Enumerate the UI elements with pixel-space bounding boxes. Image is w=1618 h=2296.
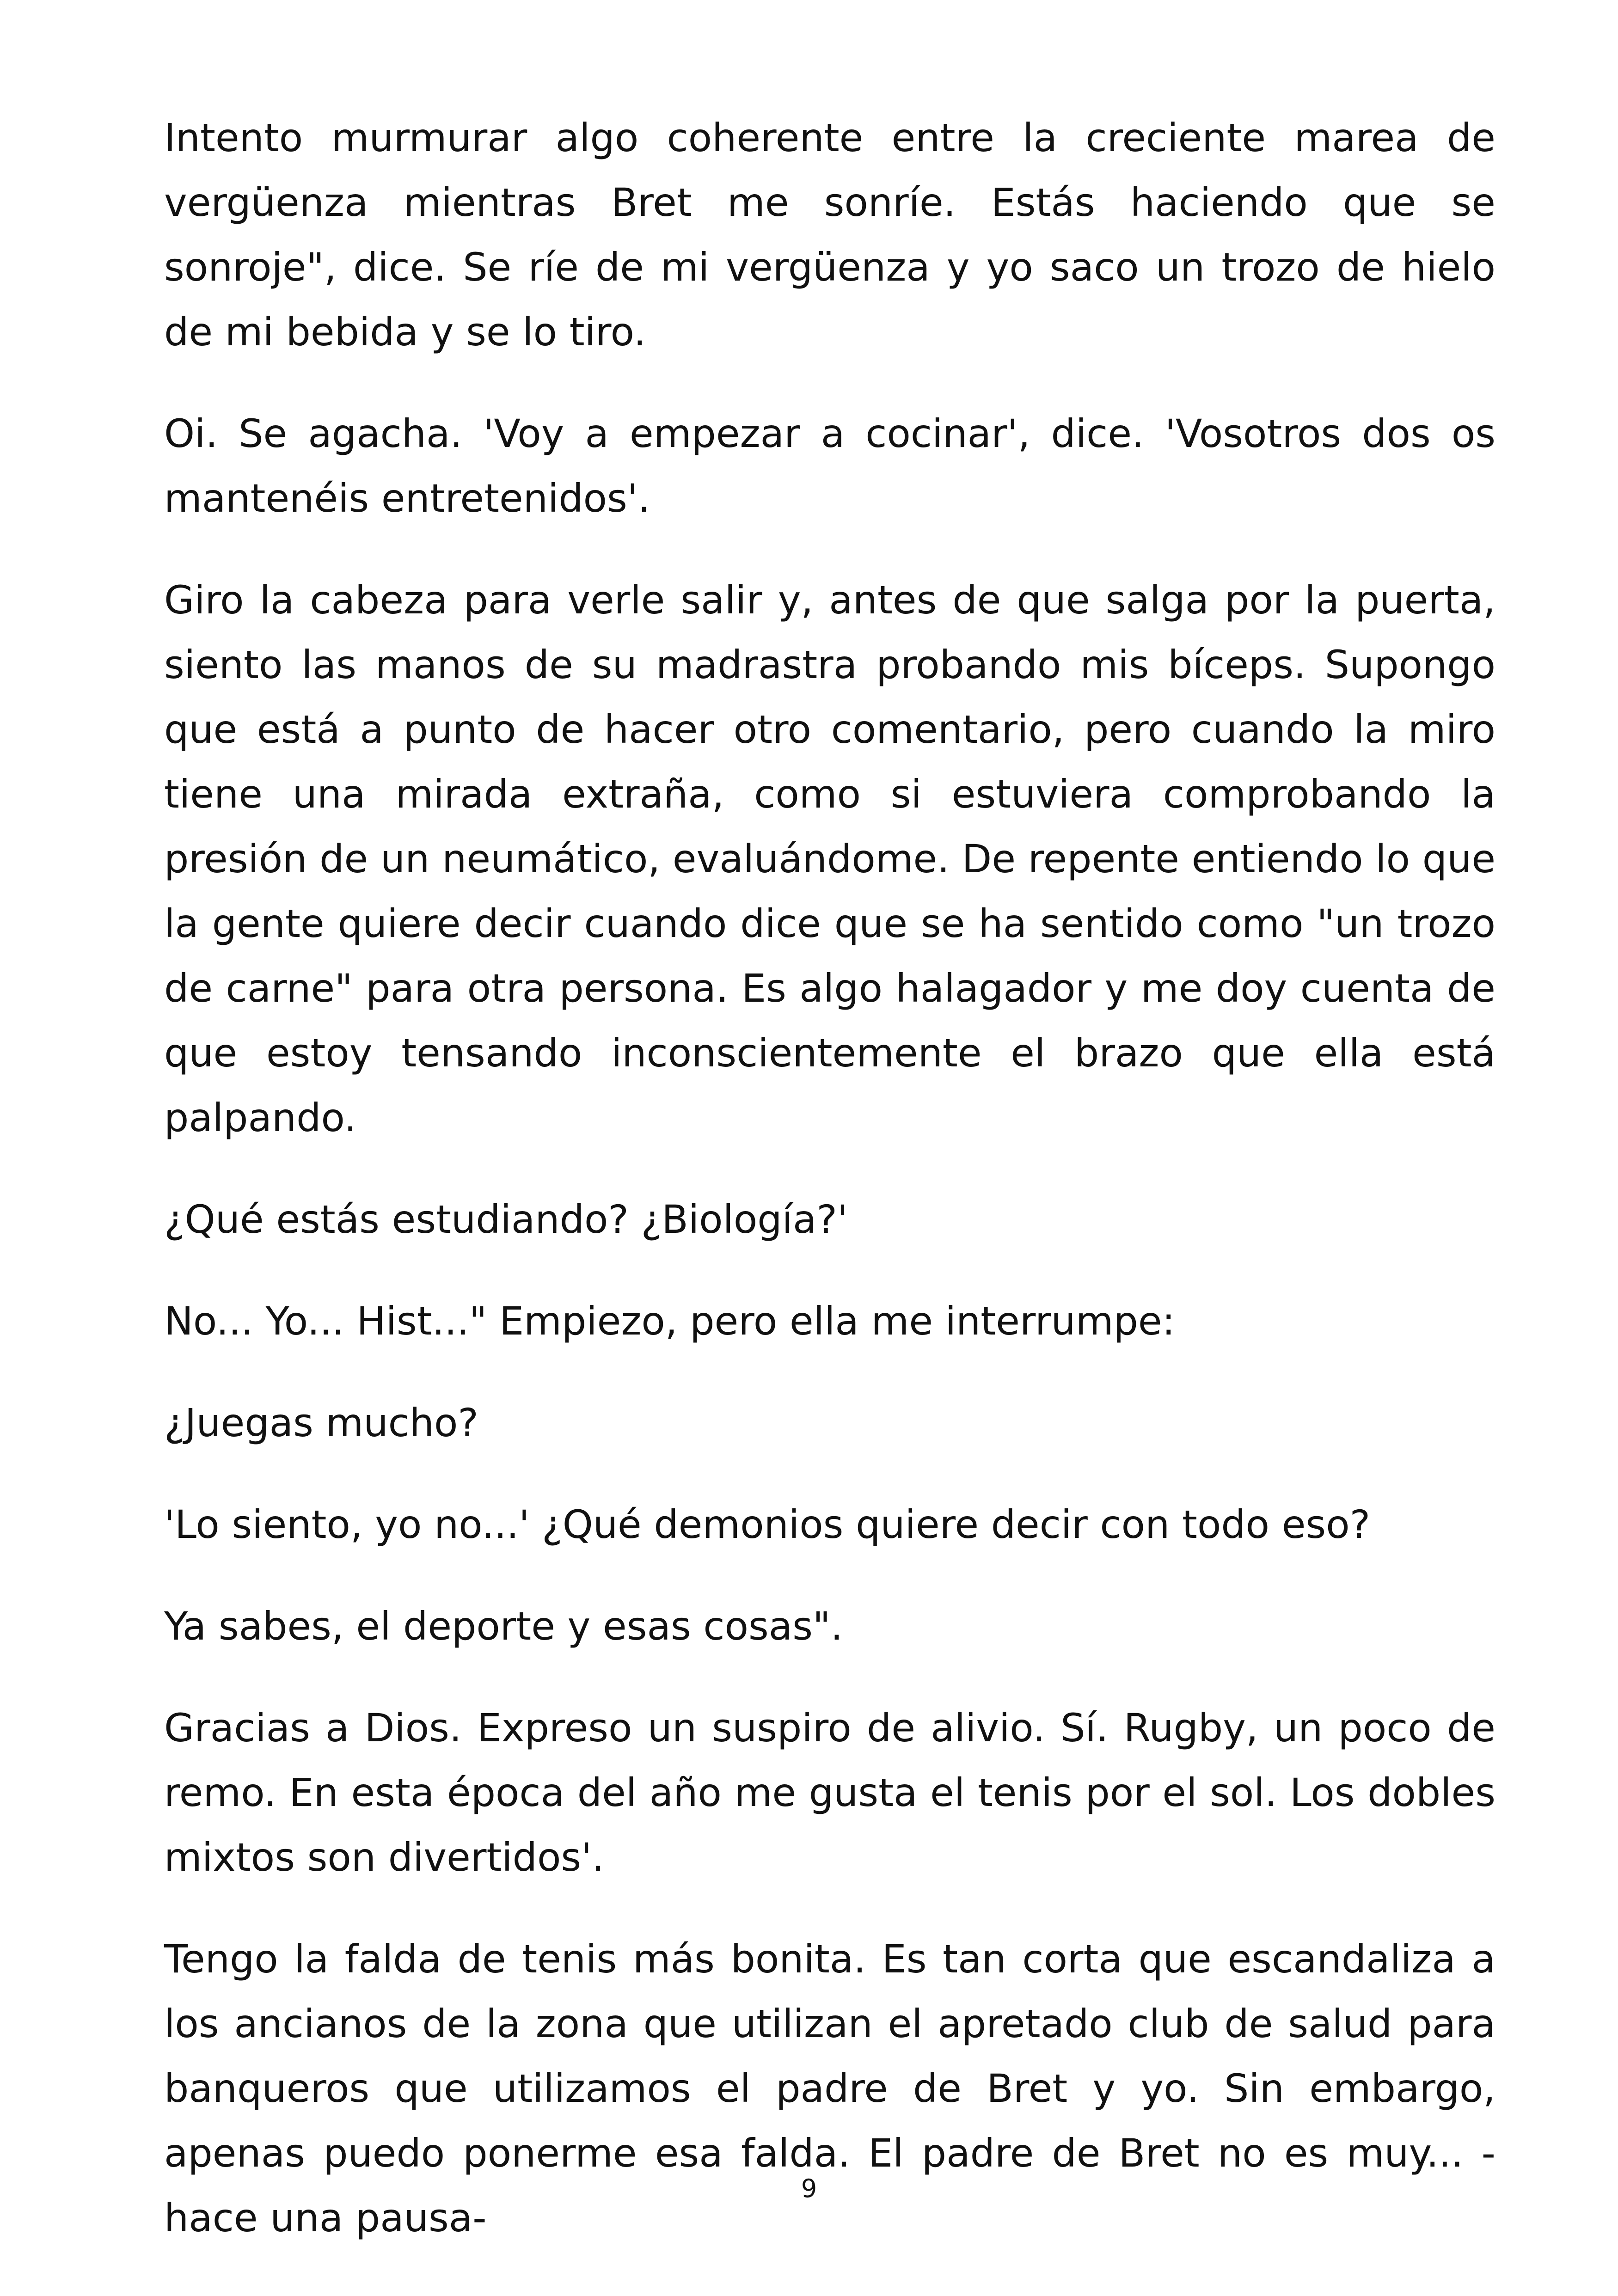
body-text — [164, 105, 1495, 2250]
paragraph-10: Tengo la falda de tenis más bonita. Es tan corta que escandaliza a los ancianos de la zona que utilizan el apretado club de salud para banqueros que utilizamos el padre de Bret y yo. Sin embargo, apenas puedo ponerme esa falda. El padre de Bret no es muy... -hace una pausa- — [164, 1936, 1495, 2241]
paragraph-5: No... Yo... Hist..." Empiezo, pero ella me interrumpe: — [164, 1298, 1175, 1344]
paragraph-1: Intento murmurar algo coherente entre la creciente marea de vergüenza mientras Bret me sonríe. Estás haciendo que se sonroje", dice. Se ríe de mi vergüenza y yo saco un trozo de hielo de mi bebida y se lo tiro. — [164, 115, 1495, 355]
paragraph-2: Oi. Se agacha. 'Voy a empezar a cocinar', dice. 'Vosotros dos os mantenéis entretenidos'. — [164, 411, 1495, 521]
paragraph-9: Gracias a Dios. Expreso un suspiro de alivio. Sí. Rugby, un poco de remo. En esta época del año me gusta el tenis por el sol. Los dobles mixtos son divertidos'. — [164, 1705, 1495, 1880]
paragraph-6: ¿Juegas mucho? — [164, 1400, 478, 1445]
paragraph-4: ¿Qué estás estudiando? ¿Biología?' — [164, 1197, 848, 1242]
paragraph-8: Ya sabes, el deporte y esas cosas". — [164, 1604, 843, 1649]
page-number: 9 — [801, 2174, 817, 2203]
paragraph-3: Giro la cabeza para verle salir y, antes de que salga por la puerta, siento las manos de su madrastra probando mis bíceps. Supongo que está a punto de hacer otro comentario, pero cuando la miro tiene una mirada extraña, como si estuviera comprobando la presión de un neumático, evaluándome. De repente entiendo lo que la gente quiere decir cuando dice que se ha sentido como "un trozo de carne" para otra persona. Es algo halagador y me doy cuenta de que estoy tensando inconscientemente el brazo que ella está palpando. — [164, 577, 1495, 1140]
paragraph-7: 'Lo siento, yo no...' ¿Qué demonios quiere decir con todo eso? — [164, 1502, 1371, 1547]
